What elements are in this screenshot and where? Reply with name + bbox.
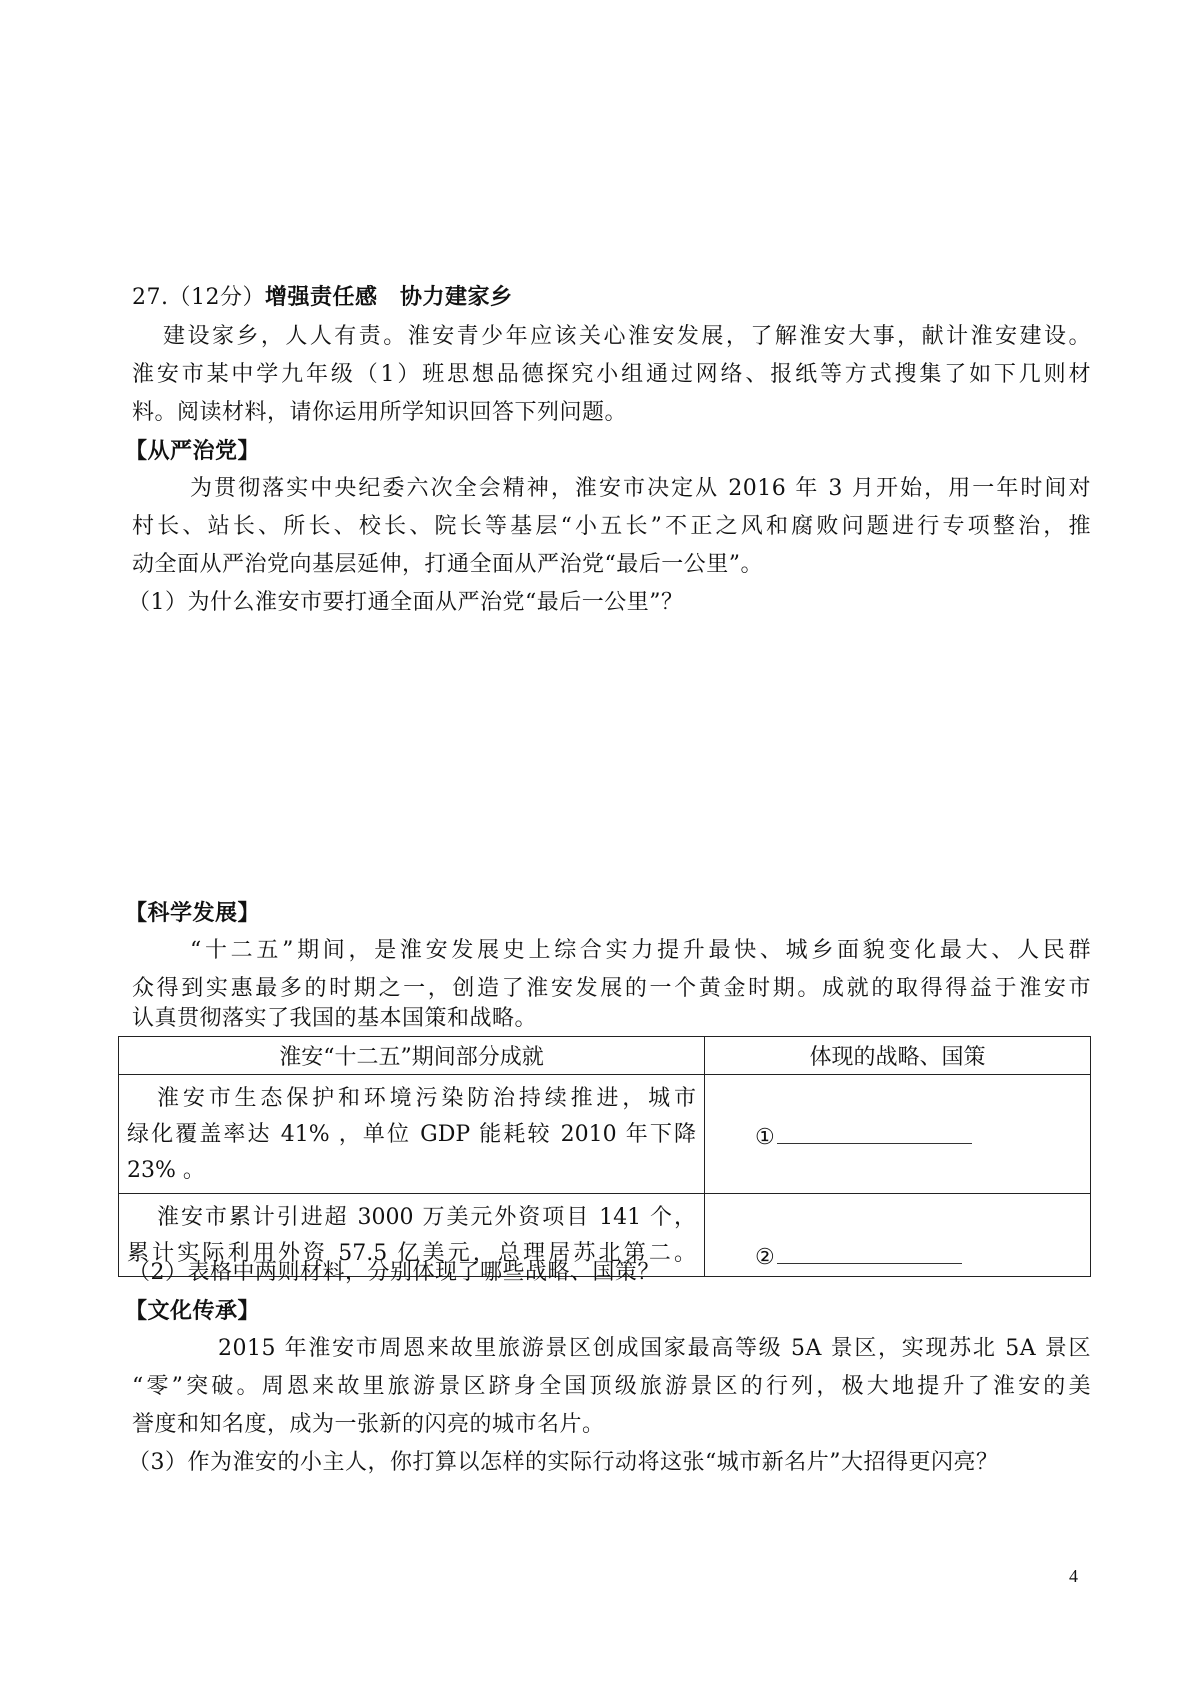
table-cell: 淮安市累计引进超 3000 万美元外资项目 141 个， 累计实际利用外资 57.5 亿美元，总理居苏北第二。 <box>127 1205 696 1266</box>
intro-line: 建设家乡，人人有责。淮安青少年应该关心淮安发展，了解淮安大事，献计淮安建设。 <box>163 324 1091 349</box>
material-line: 为贯彻落实中央纪委六次全会精神，淮安市决定从 2016 年 3 月开始，用一年时间对 <box>190 476 1091 501</box>
material-line: 众得到实惠最多的时期之一，创造了淮安发展的一个黄金时期。成就的取得得益于淮安市 <box>132 976 1091 1001</box>
section-heading: 【从严治党】 <box>125 438 261 464</box>
answer-mark: ① <box>755 1124 775 1150</box>
question-1: （1）为什么淮安市要打通全面从严治党“最后一公里”？ <box>128 590 684 615</box>
material-line: “零”突破。周恩来故里旅游景区跻身全国顶级旅游景区的行列，极大地提升了淮安的美 <box>132 1374 1091 1399</box>
question-title: 增强责任感 协力建家乡 <box>265 284 513 310</box>
question-number: 27. <box>132 285 169 310</box>
intro-line: 料。阅读材料，请你运用所学知识回答下列问题。 <box>132 400 628 425</box>
question-3: （3）作为淮安的小主人，你打算以怎样的实际行动将这张“城市新名片”大招得更闪亮？ <box>128 1450 999 1475</box>
material-line: 2015 年淮安市周恩来故里旅游景区创成国家最高等级 5A 景区，实现苏北 5A 景区 <box>218 1336 1091 1361</box>
table-header-cell: 淮安“十二五”期间部分成就 <box>119 1037 705 1075</box>
answer-blank-1[interactable] <box>777 1119 972 1144</box>
achievements-table <box>118 1036 1091 1277</box>
section-heading: 【科学发展】 <box>125 900 261 926</box>
section-heading: 【文化传承】 <box>125 1298 261 1324</box>
intro-line: 淮安市某中学九年级（1）班思想品德探究小组通过网络、报纸等方式搜集了如下几则材 <box>132 362 1091 387</box>
answer-blank-2[interactable] <box>777 1239 962 1264</box>
table-row <box>119 1075 1091 1194</box>
material-line: “十二五”期间，是淮安发展史上综合实力提升最快、城乡面貌变化最大、人民群 <box>190 938 1091 963</box>
answer-mark: ② <box>755 1245 775 1270</box>
table-header-row <box>119 1037 1091 1075</box>
page-number: 4 <box>1069 1566 1078 1586</box>
question-score: （12分） <box>168 285 265 310</box>
material-line: 动全面从严治党向基层延伸，打通全面从严治党“最后一公里”。 <box>132 552 763 577</box>
material-line: 村长、站长、所长、校长、院长等基层“小五长”不正之风和腐败问题进行专项整治，推 <box>132 514 1091 539</box>
question-2: （2）表格中两则材料，分别体现了哪些战略、国策？ <box>128 1260 660 1285</box>
material-line: 誉度和知名度，成为一张新的闪亮的城市名片。 <box>132 1412 605 1437</box>
table-header-cell: 体现的战略、国策 <box>705 1037 1091 1075</box>
material-line: 认真贯彻落实了我国的基本国策和战略。 <box>132 1006 538 1031</box>
question-header <box>132 282 513 313</box>
table-cell: 淮安市生态保护和环境污染防治持续推进，城市 绿化覆盖率达 41% ，单位 GDP 能耗较 2010 年下降 23% 。 <box>127 1086 696 1183</box>
